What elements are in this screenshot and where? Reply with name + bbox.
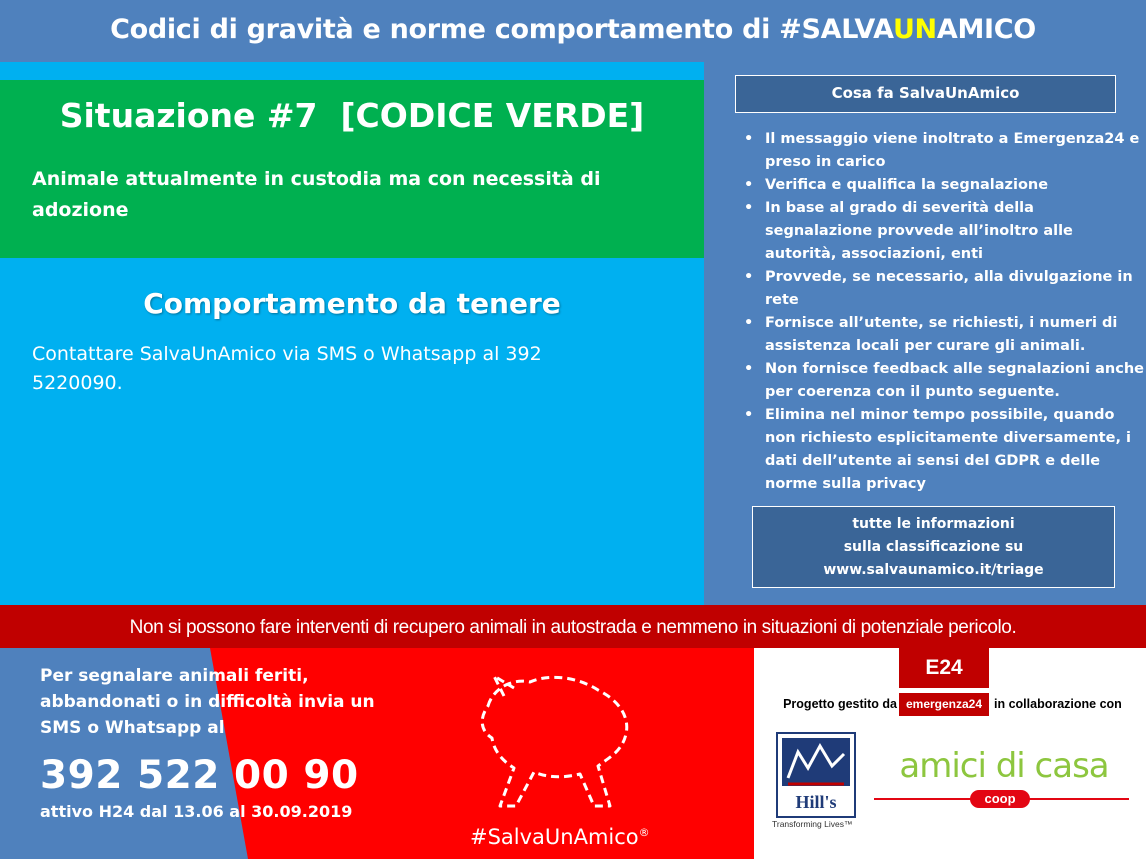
amici-di-casa-logo: amici di casa xyxy=(899,746,1109,786)
partners-panel xyxy=(754,648,1146,859)
list-item: • Elimina nel minor tempo possibile, quando non richiesto esplicitamente diversamente, i dati dell’utente ai sensi del GDPR e delle norme sulla privacy xyxy=(744,404,1144,496)
dog-icon xyxy=(468,666,638,821)
top-strip xyxy=(0,62,704,80)
collaboration-label: in collaborazione con xyxy=(994,697,1122,711)
header-title-suffix: AMICO xyxy=(936,14,1036,45)
info-panel xyxy=(704,62,1146,605)
triage-info-line: sulla classificazione su xyxy=(843,539,1024,555)
situation-title: Situazione #7 [CODICE VERDE] xyxy=(59,96,645,135)
triage-info-line: tutte le informazioni xyxy=(852,516,1015,532)
service-period: attivo H24 dal 13.06 al 30.09.2019 xyxy=(40,802,353,821)
list-item: • Fornisce all’utente, se richiesti, i numeri di assistenza locali per curare gli animali. xyxy=(744,312,1144,358)
info-bullet-list xyxy=(744,128,1144,496)
triage-link[interactable]: www.salvaunamico.it/triage xyxy=(823,562,1044,578)
hills-tagline: Transforming Lives™ xyxy=(772,819,853,829)
situation-description: Animale attualmente in custodia ma con necessità di adozione xyxy=(32,168,601,221)
hills-logo xyxy=(776,732,856,818)
header-title-highlight: UN xyxy=(892,14,937,45)
emergenza24-brand: emergenza24 xyxy=(899,693,989,716)
info-panel-title: Cosa fa SalvaUnAmico xyxy=(735,75,1116,113)
list-item: • Non fornisce feedback alle segnalazioni anche per coerenza con il punto seguente. xyxy=(744,358,1144,404)
triage-info-box xyxy=(752,506,1115,588)
warning-banner: Non si possono fare interventi di recupero animali in autostrada e nemmeno in situazioni di potenziale pericolo. xyxy=(0,605,1146,648)
list-item: • Il messaggio viene inoltrato a Emergenza24 e preso in carico xyxy=(744,128,1144,174)
project-managed-label: Progetto gestito da xyxy=(783,697,897,711)
behavior-title: Comportamento da tenere xyxy=(143,287,561,320)
list-item: • Verifica e qualifica la segnalazione xyxy=(744,174,1144,197)
e24-logo: E24 xyxy=(899,648,989,688)
registered-mark: ® xyxy=(638,826,650,839)
behavior-panel xyxy=(0,258,704,605)
coop-logo: coop xyxy=(970,790,1030,808)
report-phone-number[interactable]: 392 522 00 90 xyxy=(40,753,359,798)
hashtag-brand xyxy=(470,819,650,851)
hills-wordmark: Hill's xyxy=(795,792,837,812)
list-item: • In base al grado di severità della segnalazione provvede all’inoltro alle autorità, associazioni, enti xyxy=(744,197,1144,266)
header-title xyxy=(0,0,1146,62)
situation-panel xyxy=(0,80,704,258)
report-banner xyxy=(0,648,754,859)
header-title-prefix: Codici di gravità e norme comportamento di #SALVA xyxy=(110,14,893,45)
hashtag-text: #SalvaUnAmico xyxy=(470,825,639,849)
report-instructions: Per segnalare animali feriti, abbandonati o in difficoltà invia un SMS o Whatsapp al xyxy=(40,666,375,738)
behavior-text: Contattare SalvaUnAmico via SMS o Whatsapp al 392 5220090. xyxy=(32,343,542,394)
list-item: • Provvede, se necessario, alla divulgazione in rete xyxy=(744,266,1144,312)
